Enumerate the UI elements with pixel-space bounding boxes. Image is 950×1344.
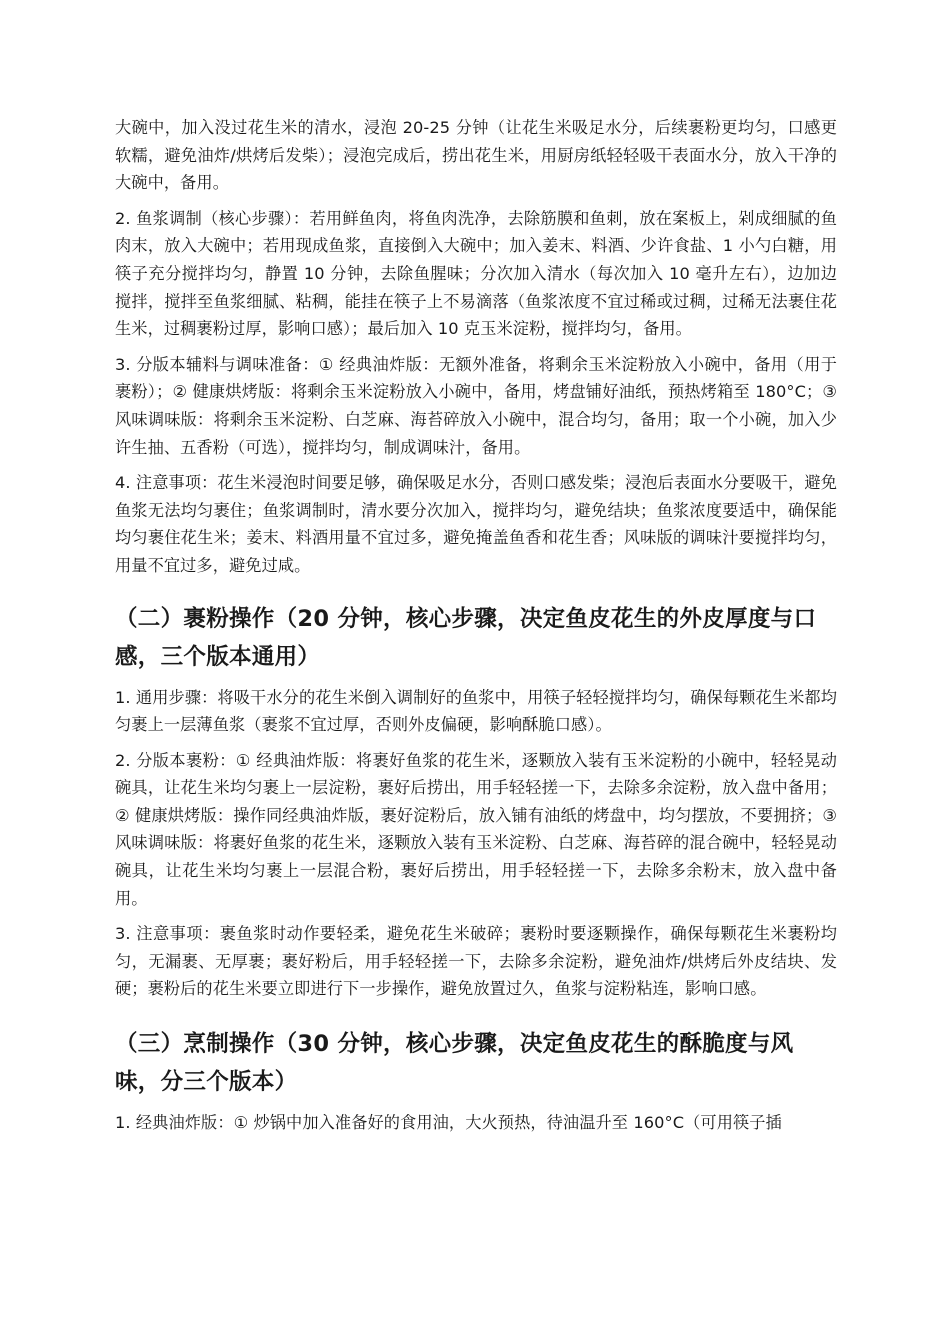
- paragraph-ingredient-prep: 3. 分版本辅料与调味准备：① 经典油炸版：无额外准备，将剩余玉米淀粉放入小碗中，备用（用于裹粉）；② 健康烘烤版：将剩余玉米淀粉放入小碗中，备用，烤盘铺好油纸，预热烤箱至 180°C；③ 风味调味版：将剩余玉米淀粉、白芝麻、海苔碎放入小碗中，混合均匀，备用；取一个小碗，加入少许生抽、五香粉（可选），搅拌均匀，制成调味汁，备用。: [115, 354, 837, 457]
- paragraph-notes-2: 3. 注意事项：裹鱼浆时动作要轻柔，避免花生米破碎；裹粉时要逐颗操作，确保每颗花生米裹粉均匀，无漏裹、无厚裹；裹好粉后，用手轻轻搓一下，去除多余淀粉，避免油炸/烘烤后外皮结块、发硬；裹粉后的花生米要立即进行下一步操作，避免放置过久，鱼浆与淀粉粘连，影响口感。: [115, 924, 837, 999]
- paragraph-coating-general: 1. 通用步骤：将吸干水分的花生米倒入调制好的鱼浆中，用筷子轻轻搅拌均匀，确保每颗花生米都均匀裹上一层薄鱼浆（裹浆不宜过厚，否则外皮偏硬，影响酥脆口感）。: [115, 687, 837, 735]
- section-heading-coating: （二）裹粉操作（20 分钟，核心步骤，决定鱼皮花生的外皮厚度与口感，三个版本通用）: [115, 605, 817, 670]
- paragraph-fish-paste: 2. 鱼浆调制（核心步骤）：若用鲜鱼肉，将鱼肉洗净，去除筋膜和鱼刺，放在案板上，剁成细腻的鱼肉末，放入大碗中；若用现成鱼浆，直接倒入大碗中；加入姜末、料酒、少许食盐、1 小勺白糖，用筷子充分搅拌均匀，静置 10 分钟，去除鱼腥味；分次加入清水（每次加入 10 毫升左右），边加边搅拌，搅拌至鱼浆细腻、粘稠，能挂在筷子上不易滴落（鱼浆浓度不宜过稀或过稠，过稀无法裹住花生米，过稠裹粉过厚，影响口感）；最后加入 10 克玉米淀粉，搅拌均匀，备用。: [115, 208, 837, 339]
- paragraph-frying: 1. 经典油炸版：① 炒锅中加入准备好的食用油，大火预热，待油温升至 160°C（可用筷子插: [115, 1113, 782, 1133]
- document-page: [115, 114, 837, 1145]
- paragraph-notes-1: 4. 注意事项：花生米浸泡时间要足够，确保吸足水分，否则口感发柴；浸泡后表面水分要吸干，避免鱼浆无法均匀裹住；鱼浆调制时，清水要分次加入，搅拌均匀，避免结块；鱼浆浓度要适中，确保能均匀裹住花生米；姜末、料酒用量不宜过多，避免掩盖鱼香和花生香；风味版的调味汁要搅拌均匀，用量不宜过多，避免过咸。: [115, 473, 837, 575]
- section-heading-cooking: （三）烹制操作（30 分钟，核心步骤，决定鱼皮花生的酥脆度与风味，分三个版本）: [115, 1031, 794, 1096]
- paragraph-soak-continued: 大碗中，加入没过花生米的清水，浸泡 20-25 分钟（让花生米吸足水分，后续裹粉更均匀，口感更软糯，避免油炸/烘烤后发柴）；浸泡完成后，捞出花生米，用厨房纸轻轻吸干表面水分，放入干净的大碗中，备用。: [115, 118, 837, 193]
- paragraph-coating-versions: 2. 分版本裹粉：① 经典油炸版：将裹好鱼浆的花生米，逐颗放入装有玉米淀粉的小碗中，轻轻晃动碗具，让花生米均匀裹上一层淀粉，裹好后捞出，用手轻轻搓一下，去除多余淀粉，放入盘中备用；② 健康烘烤版：操作同经典油炸版，裹好淀粉后，放入铺有油纸的烤盘中，均匀摆放，不要拥挤；③ 风味调味版：将裹好鱼浆的花生米，逐颗放入装有玉米淀粉、白芝麻、海苔碎的混合碗中，轻轻晃动碗具，让花生米均匀裹上一层混合粉，裹好后捞出，用手轻轻搓一下，去除多余粉末，放入盘中备用。: [115, 750, 837, 908]
